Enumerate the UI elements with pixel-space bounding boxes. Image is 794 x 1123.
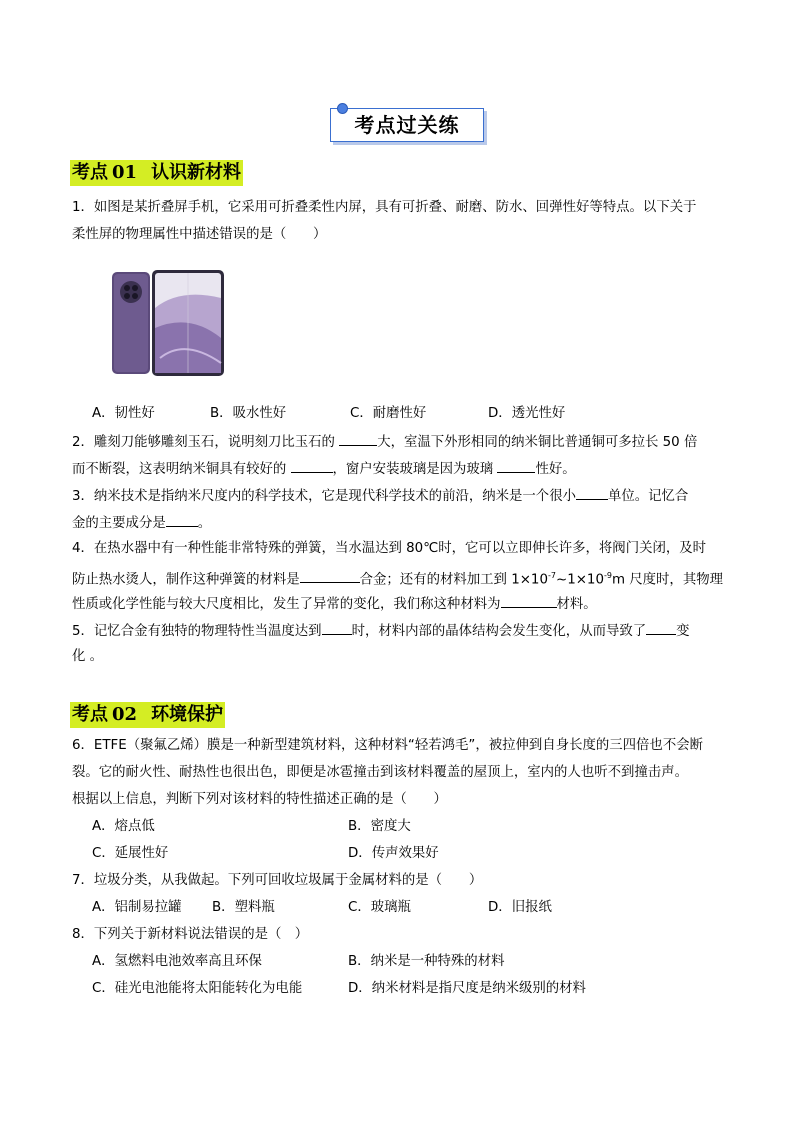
section-heading-2: 考点 02 环境保护	[70, 702, 225, 728]
q3-blank-1[interactable]	[576, 485, 608, 500]
q6-option-c[interactable]: C．延展性好	[92, 846, 169, 861]
q6-stem-line3: 根据以上信息，判断下列对该材料的特性描述正确的是（ ）	[72, 792, 447, 807]
q1-option-a[interactable]: A．韧性好	[92, 406, 155, 421]
q4-line2: 防止热水烫人，制作这种弹簧的材料是 合金；还有的材料加工到 $1\times 10^{-7}\sim 1\times 10^{-9}m$ 尺度时，其物理	[72, 566, 723, 590]
q7-option-d[interactable]: D．旧报纸	[488, 900, 552, 915]
q3-line2: 金的主要成分是 。	[72, 512, 211, 534]
camera-lens-icon	[132, 285, 138, 291]
q8-option-d[interactable]: D．纳米材料是指尺度是纳米级别的材料	[348, 981, 586, 996]
q1-option-d[interactable]: D．透光性好	[488, 406, 566, 421]
q6-option-b[interactable]: B．密度大	[348, 819, 411, 834]
q7-option-a[interactable]: A．铝制易拉罐	[92, 900, 182, 915]
q2-line1: 2．雕刻刀能够雕刻玉石，说明刻刀比玉石的 大，室温下外形相同的纳米铜比普通铜可多拉长 50 倍	[72, 431, 697, 453]
q1-option-b[interactable]: B．吸水性好	[210, 406, 287, 421]
q4-line1: 4．在热水器中有一种性能非常特殊的弹簧，当水温达到 80℃时，它可以立即伸长许多，将阀门关闭，及时	[72, 541, 707, 556]
q6-option-d[interactable]: D．传声效果好	[348, 846, 439, 861]
q1-option-c[interactable]: C．耐磨性好	[350, 406, 427, 421]
q8-option-b[interactable]: B．纳米是一种特殊的材料	[348, 954, 505, 969]
camera-module-icon	[120, 281, 142, 303]
q2-blank-1[interactable]	[339, 431, 377, 446]
camera-lens-icon	[124, 293, 130, 299]
camera-lens-icon	[132, 293, 138, 299]
q3-blank-2[interactable]	[166, 512, 198, 527]
q2-blank-2[interactable]	[291, 458, 333, 473]
q8-option-a[interactable]: A．氢燃料电池效率高且环保	[92, 954, 262, 969]
q4-blank-1[interactable]	[300, 568, 360, 583]
q4-blank-2[interactable]	[501, 593, 557, 608]
q7-stem: 7．垃圾分类，从我做起。下列可回收垃圾属于金属材料的是（ ）	[72, 873, 483, 888]
q2-line2: 而不断裂，这表明纳米铜具有较好的 ，窗户安装玻璃是因为玻璃 性好。	[72, 458, 576, 480]
q6-stem-line1: 6．ETFE（聚氟乙烯）膜是一种新型建筑材料，这种材料“轻若鸿毛”，被拉伸到自身长度的三四倍也不会断	[72, 738, 703, 753]
title-banner	[330, 108, 484, 142]
q8-option-c[interactable]: C．硅光电池能将太阳能转化为电能	[92, 981, 303, 996]
page-title: 考点过关练	[354, 113, 460, 137]
foldable-phone-image	[110, 268, 226, 378]
q2-blank-3[interactable]	[497, 458, 535, 473]
q6-option-a[interactable]: A．熔点低	[92, 819, 155, 834]
q5-blank-1[interactable]	[322, 620, 352, 635]
camera-lens-icon	[124, 285, 130, 291]
q5-blank-2[interactable]	[646, 620, 676, 635]
section-heading-1: 考点 01 认识新材料	[70, 160, 243, 186]
q1-stem-line1: 1．如图是某折叠屏手机，它采用可折叠柔性内屏，具有可折叠、耐磨、防水、回弹性好等特点。以下关于	[72, 200, 697, 215]
q5-line2: 化 。	[72, 649, 104, 664]
q7-option-c[interactable]: C．玻璃瓶	[348, 900, 411, 915]
q1-stem-line2: 柔性屏的物理属性中描述错误的是（ ）	[72, 227, 327, 242]
q4-line3: 性质或化学性能与较大尺度相比，发生了异常的变化，我们称这种材料为 材料。	[72, 593, 597, 615]
q3-line1: 3．纳米技术是指纳米尺度内的科学技术，它是现代科学技术的前沿，纳米是一个很小 单位。记忆合	[72, 485, 688, 507]
q7-option-b[interactable]: B．塑料瓶	[212, 900, 275, 915]
q6-stem-line2: 裂。它的耐火性、耐热性也很出色，即便是冰雹撞击到该材料覆盖的屋顶上，室内的人也听不到撞击声。	[72, 765, 688, 780]
q8-stem: 8．下列关于新材料说法错误的是（ ）	[72, 927, 309, 942]
q5-line1: 5．记忆合金有独特的物理特性当温度达到 时，材料内部的晶体结构会发生变化，从而导致了 变	[72, 620, 690, 642]
